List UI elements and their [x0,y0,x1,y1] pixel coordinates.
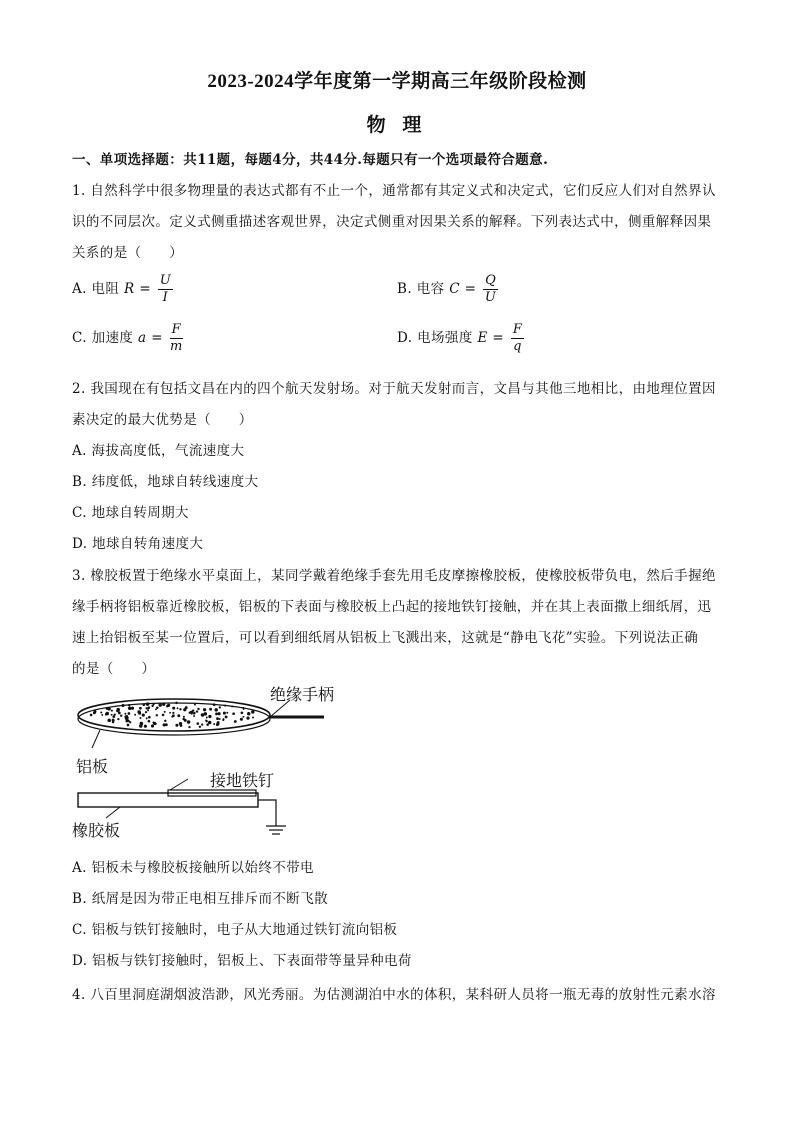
paper-scrap-dot [193,712,196,715]
paper-scrap-dot [241,711,244,714]
paper-scrap-dot [225,715,228,718]
q3-line-1: 3. 橡胶板置于绝缘水平桌面上，某同学戴着绝缘手套先用毛皮摩擦橡胶板，使橡胶板带负电，然后手握绝 [72,568,716,584]
paper-scrap-dot [177,707,179,709]
paper-scrap-dot [232,712,235,715]
paper-scrap-dot [196,710,198,712]
paper-scrap-dot [215,713,218,716]
denominator: U [484,290,497,305]
paper-scrap-dot [142,714,145,717]
paper-scrap-dot [101,714,103,716]
denominator: q [513,339,522,354]
paper-scrap-dot [216,722,219,725]
paper-scrap-dot [183,716,185,718]
paper-scrap-dot [172,714,175,717]
paper-scrap-dot [193,715,195,717]
q2-option-a[interactable]: A. 海拔高度低，气流速度大 [72,443,245,459]
paper-scrap-dot [143,703,146,706]
q1-option-b[interactable] [397,273,697,306]
paper-scrap-dot [100,712,102,714]
formula-lhs: C [449,281,460,297]
plate-label-pointer [92,730,100,748]
formula-lhs: a [138,330,147,346]
option-label: A. 电阻 [72,281,120,297]
paper-scrap-dot [94,710,96,712]
q3-line-4: 的是（ ） [72,661,156,677]
q1-line-1: 1. 自然科学中很多物理量的表达式都有不止一个，通常都有其定义式和决定式，它们反应人们对自然界认 [72,183,716,199]
paper-scrap-dot [146,717,148,719]
section-heading: 一、单项选择题：共11题，每题4分，共44分.每题只有一个选项最符合题意. [72,152,549,168]
paper-scrap-dot [208,715,211,718]
paper-scrap-dot [194,704,196,706]
q1-line-2: 识的不同层次。定义式侧重描述客观世界，决定式侧重对因果关系的解释。下列表达式中，侧重解释因果 [72,214,712,230]
paper-scrap-dot [246,716,249,719]
paper-scrap-dot [105,713,108,716]
paper-scrap-dot [177,714,180,717]
paper-scrap-dot [219,706,221,708]
paper-scrap-dot [209,708,212,711]
paper-scrap-dot [124,715,127,718]
paper-scrap-dot [242,707,244,709]
paper-scrap-dot [139,707,142,710]
q1-option-d[interactable] [397,322,697,355]
rubber-label: 橡胶板 [72,821,121,840]
plate-label: 铝板 [76,757,109,776]
paper-scrap-dot [111,710,113,712]
option-label: B. 电容 [397,281,445,297]
option-label: C. 加速度 [72,330,134,346]
formula-eq: = [146,330,168,346]
paper-scrap-dot [129,707,131,709]
paper-scrap-dot [197,708,199,710]
paper-scrap-dot [155,723,157,725]
q2-line-1: 2. 我国现在有包括文昌在内的四个航天发射场。对于航天发射而言，文昌与其他三地相比，由地理位置因 [72,381,716,397]
paper-scrap-dot [144,725,147,728]
ground-wire [258,800,276,826]
paper-scrap-dot [164,711,166,713]
option-label: D. 电场强度 [397,330,473,346]
q1-option-c[interactable] [72,322,372,355]
paper-scrap-dot [140,722,144,726]
formula-lhs: E [477,330,488,346]
paper-scrap-dot [169,712,171,714]
paper-scrap-dot [219,718,221,720]
subject-title: 物 理 [366,115,428,136]
paper-scrap-dot [213,703,216,706]
paper-scrap-dot [172,707,175,710]
paper-scrap-dot [127,724,130,727]
paper-scrap-dot [147,709,149,711]
paper-scrap-dot [128,704,130,706]
paper-scrap-dot [124,713,126,715]
numerator: F [512,322,523,337]
paper-scrap-dot [118,712,121,715]
paper-scrap-dot [204,712,208,716]
paper-scrap-dot [201,714,203,716]
paper-scrap-dot [140,717,142,719]
paper-scrap-dot [216,717,219,720]
paper-scrap-dot [151,724,154,727]
paper-scrap-dot [152,722,154,724]
q2-option-b[interactable]: B. 纬度低，地球自转线速度大 [72,474,259,490]
paper-scrap-dot [203,708,206,711]
paper-scrap-dot [151,705,153,707]
paper-scrap-dot [158,703,161,706]
paper-scrap-dot [162,714,165,717]
q3-line-2: 缘手柄将铝板靠近橡胶板，铝板的下表面与橡胶板上凸起的接地铁钉接触，并在其上表面撒上细纸屑，迅 [72,599,712,615]
q2-line-2: 素决定的最大优势是（ ） [72,412,253,428]
paper-scrap-dot [222,719,224,721]
paper-scrap-dot [187,720,191,724]
paper-scrap-dot [179,708,181,710]
paper-scrap-dot [114,713,116,715]
paper-scrap-dot [231,705,233,707]
paper-scrap-dot [234,720,237,723]
paper-scrap-dot [201,723,203,725]
paper-scrap-dot [166,705,169,708]
paper-scrap-dot [145,707,147,709]
handle-label: 绝缘手柄 [270,686,335,704]
nail-label-pointer [170,779,188,790]
q3-option-b[interactable]: B. 纸屑是因为带正电相互排斥而不断飞散 [72,891,329,907]
paper-scrap-dot [116,708,120,712]
paper-scrap-dot [206,717,208,719]
paper-scrap-dot [175,702,178,705]
numerator: F [171,322,182,337]
paper-scrap-dot [252,716,254,718]
q2-option-c[interactable]: C. 地球自转周期大 [72,505,189,521]
paper-scrap-dot [247,712,250,715]
paper-scrap-dot [148,720,151,723]
paper-scrap-dot [148,716,151,719]
paper-scrap-dot [180,724,183,727]
paper-scrap-dot [107,719,111,723]
formula-lhs: R [124,281,135,297]
paper-scrap-dot [137,710,140,713]
paper-scrap-dot [240,718,243,721]
formula-eq: = [487,330,509,346]
formula-eq: = [459,281,482,297]
q3-option-c[interactable]: C. 铝板与铁钉接触时，电子从大地通过铁钉流向铝板 [72,922,398,938]
q3-line-3: 速上抬铝板至某一位置后，可以看到细纸屑从铝板上飞溅出来，这就是“静电飞花”实验。下列说法正确 [72,630,699,646]
paper-scrap-dot [163,723,166,726]
paper-scrap-dot [188,726,190,728]
paper-scrap-dot [242,716,244,718]
paper-scrap-dot [218,712,221,715]
q1-option-a[interactable] [72,273,372,306]
paper-scrap-dot [117,718,119,720]
paper-scrap-dot [112,719,114,721]
paper-scrap-dot [106,707,109,710]
paper-scrap-dot [223,712,226,715]
paper-scrap-dot [90,714,93,717]
q3-option-d[interactable]: D. 铝板与铁钉接触时，铝板上、下表面带等量异种电荷 [72,953,412,969]
paper-scrap-dot [184,719,187,722]
numerator: Q [485,273,497,288]
rubber-label-pointer [106,807,120,818]
q1-line-3: 关系的是（ ） [72,245,184,261]
paper-scrap-dot [214,708,217,711]
paper-scrap-dot [205,719,207,721]
paper-scrap-dot [213,723,215,725]
paper-scrap-dot [155,709,157,711]
paper-scrap-dot [192,710,194,712]
paper-scrap-dot [121,704,124,707]
paper-scrap-dot [111,714,113,716]
paper-scrap-dot [147,703,149,705]
fraction [170,322,183,355]
paper-scrap-dot [183,708,186,711]
q3-option-a[interactable]: A. 铝板未与橡胶板接触所以始终不带电 [72,860,314,876]
q4-line-1: 4. 八百里洞庭湖烟波浩渺，风光秀丽。为估测湖泊中水的体积，某科研人员将一瓶无毒的放射性元素水溶 [72,987,716,1003]
paper-scrap-dot [120,715,122,717]
paper-scrap-dot [224,705,226,707]
paper-scrap-dot [251,710,255,714]
paper-scrap-dot [128,712,131,715]
paper-scrap-dot [147,707,149,709]
paper-scrap-dot [156,714,158,716]
fraction [483,273,498,306]
nail-label: 接地铁钉 [210,771,275,790]
paper-scrap-dot [175,724,178,727]
paper-scrap-dot [134,714,136,716]
electrostatic-figure [70,686,370,842]
exam-title: 2023-2024学年度第一学期高三年级阶段检测 [207,71,587,92]
numerator: U [159,273,172,288]
paper-scrap-dot [172,712,174,714]
paper-scrap-dot [206,723,209,726]
formula-eq: = [134,281,156,297]
fraction [158,273,173,306]
paper-scrap-dot [197,722,200,725]
paper-scrap-dot [226,712,228,714]
q2-option-d[interactable]: D. 地球自转角速度大 [72,536,204,552]
paper-scrap-dot [164,720,166,722]
paper-scrap-dot [199,726,201,728]
denominator: I [162,290,169,305]
paper-scrap-dot [127,719,130,722]
fraction [511,322,524,355]
paper-scrap-dot [145,711,147,713]
paper-scrap-dot [162,703,165,706]
denominator: m [169,339,183,354]
